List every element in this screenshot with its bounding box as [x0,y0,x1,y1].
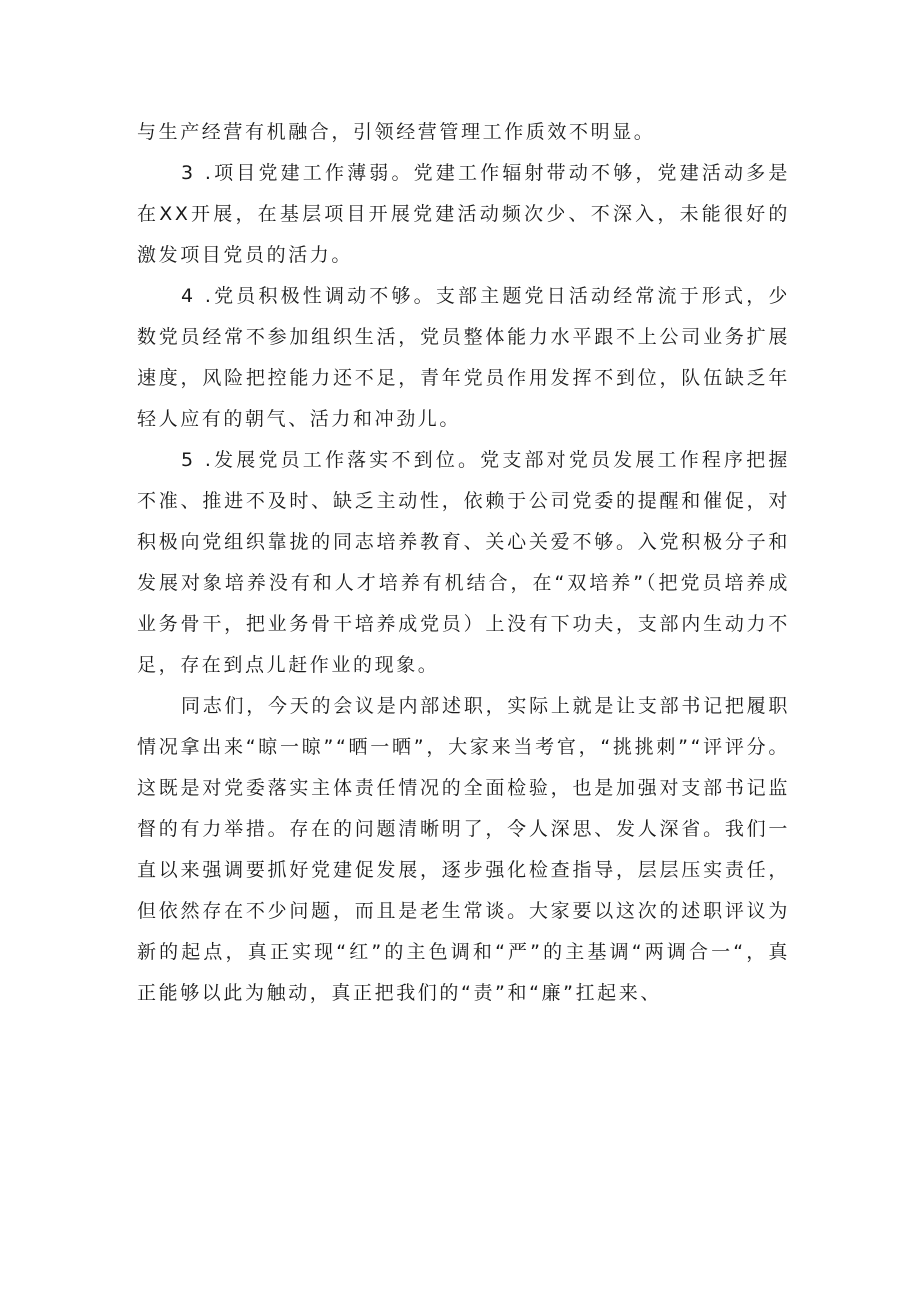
paragraph-comrades: 同志们，今天的会议是内部述职，实际上就是让支部书记把履职情况拿出来“晾一晾”“晒一晒”，大家来当考官，“挑挑刺”“评评分。这既是对党委落实主体责任情况的全面检验，也是加强对支部书记监督的有力举措。存在的问题清晰明了，令人深思、发人深省。我们一直以来强调要抓好党建促发展，逐步强化检查指导，层层压实责任，但依然存在不少问题，而且是老生常谈。大家要以这次的述职评议为新的起点，真正实现“红”的主色调和“严”的主基调“两调合一“，真正能够以此为触动，真正把我们的“责”和“廉”扛起来、 [137,695,790,1004]
paragraph-item-3: 3 .项目党建工作薄弱。党建工作辐射带动不够，党建活动多是在XX开展，在基层项目开展党建活动频次少、不深入，未能很好的激发项目党员的活力。 [137,162,790,266]
paragraph-item-5: 5 .发展党员工作落实不到位。党支部对党员发展工作程序把握不准、推进不及时、缺乏主动性，依赖于公司党委的提醒和催促，对积极向党组织靠拢的同志培养教育、关心关爱不够。入党积极分子和发展对象培养没有和人才培养有机结合，在“双培养”（把党员培养成业务骨干，把业务骨干培养成党员）上没有下功夫，支部内生动力不足，存在到点儿赶作业的现象。 [137,449,790,676]
document-body [137,112,790,1014]
paragraph-item-4: 4 .党员积极性调动不够。支部主题党日活动经常流于形式，少数党员经常不参加组织生活，党员整体能力水平跟不上公司业务扩展速度，风险把控能力还不足，青年党员作用发挥不到位，队伍缺乏年轻人应有的朝气、活力和冲劲儿。 [137,285,790,430]
paragraph-continuation: 与生产经营有机融合，引领经营管理工作质效不明显。 [137,121,656,143]
